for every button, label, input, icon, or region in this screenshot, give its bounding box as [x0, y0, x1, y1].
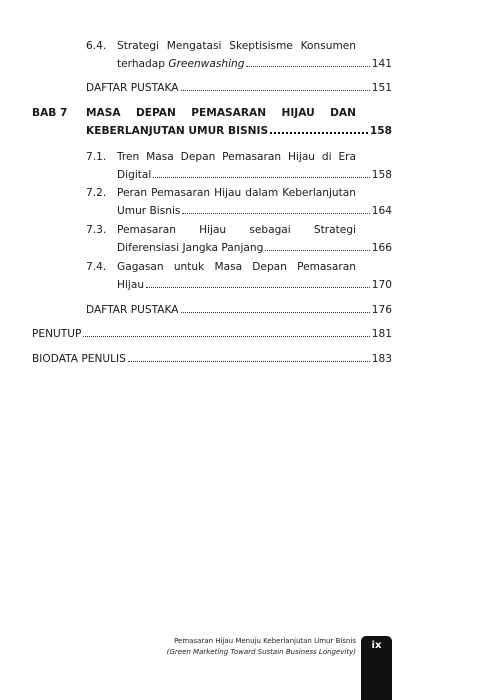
dot-leader	[146, 287, 370, 288]
dot-leader	[128, 361, 370, 362]
toc-page-number: 158	[371, 169, 392, 181]
footer-book-title: Pemasaran Hijau Menuju Keberlanjutan Umur Bisnis	[174, 637, 356, 645]
running-footer	[167, 636, 356, 658]
toc-page-number: 176	[371, 304, 392, 316]
toc-page-number: 183	[371, 353, 392, 365]
toc-entry-biodata-penulis	[32, 353, 392, 365]
toc-number: 7.4.	[86, 261, 107, 273]
toc-page-number: 181	[371, 328, 392, 340]
toc-title-line2: Diferensiasi Jangka Panjang	[117, 242, 264, 254]
toc-page-number: 151	[371, 82, 392, 94]
toc-title-line2: Hijau	[117, 279, 145, 291]
dot-leader	[83, 336, 369, 337]
toc-title-line1: Gagasan untuk Masa Depan Pemasaran	[117, 261, 356, 273]
toc-number: 7.3.	[86, 224, 107, 236]
toc-entry-daftar-pustaka-6	[86, 82, 392, 94]
toc-title: DAFTAR PUSTAKA	[86, 304, 179, 316]
dot-leader	[181, 312, 370, 313]
dot-leader	[153, 177, 369, 178]
chapter-title-line2: KEBERLANJUTAN UMUR BISNIS	[86, 125, 269, 137]
toc-title-line1: Tren Masa Depan Pemasaran Hijau di Era	[117, 151, 356, 163]
toc-entry-7-2	[86, 187, 392, 217]
toc-title: PENUTUP	[32, 328, 82, 340]
dot-leader	[181, 90, 370, 91]
dot-leader	[270, 132, 368, 134]
toc-title-italic: Greenwashing	[168, 58, 245, 70]
toc-entry-bab-7	[86, 107, 392, 137]
chapter-label: BAB 7	[32, 107, 68, 119]
toc-entry-7-1	[86, 151, 392, 181]
toc-title: DAFTAR PUSTAKA	[86, 82, 179, 94]
toc-title-line2: Digital	[117, 169, 152, 181]
page-number-tab	[361, 636, 392, 700]
chapter-title-line1: MASA DEPAN PEMASARAN HIJAU DAN	[86, 107, 356, 119]
toc-title-line1: Pemasaran Hijau sebagai Strategi	[117, 224, 356, 236]
dot-leader	[246, 66, 369, 67]
toc-entry-6-4	[86, 40, 392, 70]
toc-page-number: 166	[371, 242, 392, 254]
toc-title-line2	[117, 58, 244, 70]
toc-title-text: terhadap	[117, 58, 169, 70]
footer-book-subtitle: (Green Marketing Toward Sustain Business Longevity)	[166, 648, 356, 656]
toc-page-number: 164	[371, 205, 392, 217]
dot-leader	[182, 213, 369, 214]
toc-entry-7-3	[86, 224, 392, 254]
toc-page-number: 141	[371, 58, 392, 70]
toc-entry-penutup	[32, 328, 392, 340]
toc-title-line1: Peran Pemasaran Hijau dalam Keberlanjutan	[117, 187, 356, 199]
toc-number: 7.1.	[86, 151, 107, 163]
toc-number: 7.2.	[86, 187, 107, 199]
toc-page-number: 158	[369, 125, 392, 137]
toc-page-number: 170	[371, 279, 392, 291]
toc-title-line1: Strategi Mengatasi Skeptisisme Konsumen	[117, 40, 356, 52]
toc-title-line2: Umur Bisnis	[117, 205, 181, 217]
toc-entry-7-4	[86, 261, 392, 291]
dot-leader	[265, 250, 369, 251]
toc-title: BIODATA PENULIS	[32, 353, 126, 365]
toc-entry-daftar-pustaka-7	[86, 304, 392, 316]
toc-number: 6.4.	[86, 40, 107, 52]
page-number: ix	[371, 640, 382, 651]
